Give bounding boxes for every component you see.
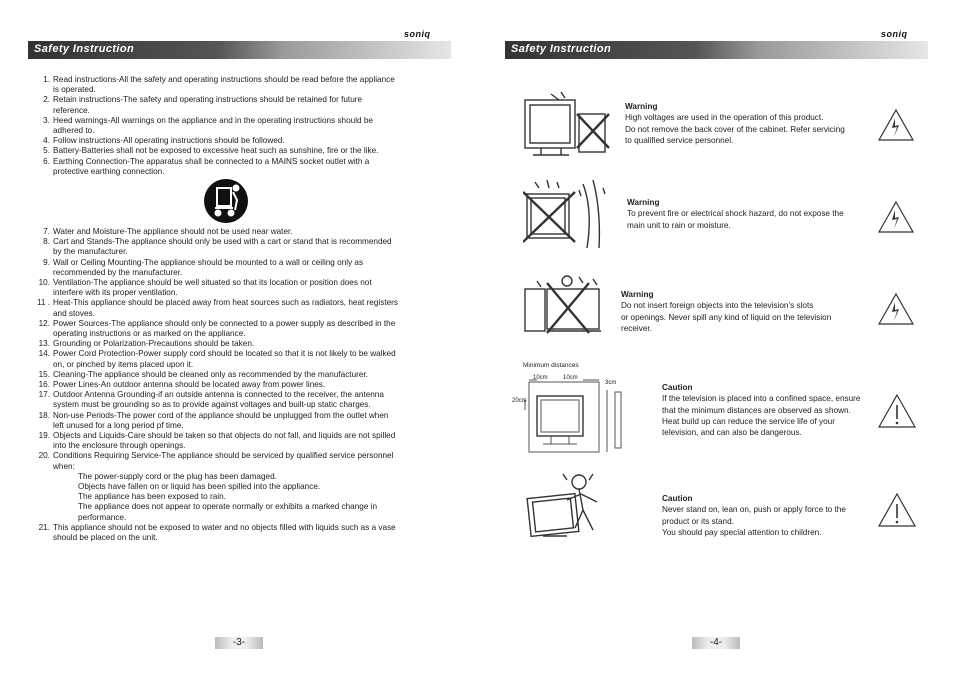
exclamation-warning-icon xyxy=(877,393,917,429)
list-item xyxy=(36,421,441,431)
item-number: 2. xyxy=(43,95,50,105)
list-item xyxy=(36,482,441,492)
list-item xyxy=(36,492,441,502)
item-number: 10. xyxy=(38,278,50,288)
caution-text: Never stand on, lean on, push or apply force to the xyxy=(662,505,846,515)
warning-text: receiver. xyxy=(621,323,652,333)
electric-shock-warning-icon xyxy=(877,200,915,234)
list-item xyxy=(36,298,441,308)
cart-warning-icon xyxy=(203,178,249,224)
list-item xyxy=(36,502,441,512)
item-number: 12. xyxy=(38,318,50,328)
list-item xyxy=(36,227,441,237)
item-number: 17. xyxy=(38,390,50,400)
list-item xyxy=(36,472,441,482)
item-text: Non-use Periods-The power cord of the appliance should be unplugged from the outlet when xyxy=(53,410,389,420)
warning-heading: Warning xyxy=(621,290,654,299)
electric-shock-warning-icon xyxy=(877,292,915,326)
warning-text: main unit to rain or moisture. xyxy=(627,220,731,230)
item-number: 19. xyxy=(38,431,50,441)
page-number: -4- xyxy=(692,637,740,649)
page-number: -3- xyxy=(215,637,263,649)
diagram-title: Minimum distances xyxy=(523,362,579,369)
list-item xyxy=(36,75,441,85)
list-item xyxy=(36,370,441,380)
caution-block-2 xyxy=(662,493,882,538)
item-number: 20. xyxy=(38,451,50,461)
electric-shock-warning-icon xyxy=(877,108,915,142)
item-number: 18. xyxy=(38,410,50,420)
list-item xyxy=(36,85,441,95)
item-text: Outdoor Antenna Grounding-if an outside antenna is connected to the receiver, the antenna xyxy=(53,390,384,400)
section-title: Safety Instruction xyxy=(511,43,612,55)
list-item xyxy=(36,319,441,329)
list-item xyxy=(36,451,441,461)
safety-list xyxy=(36,75,441,177)
distance-label: 20cm xyxy=(512,398,527,404)
caution-text: that the minimum distances are observed as shown. xyxy=(662,405,851,415)
warning-text: Do not insert foreign objects into the television’s slots xyxy=(621,301,814,311)
item-text: Grounding or Polarization-Precautions should be taken. xyxy=(53,339,255,349)
item-text: Cleaning-The appliance should be cleaned only as recommended by the manufacturer. xyxy=(53,369,368,379)
right-page xyxy=(477,0,954,677)
item-text: The appliance does not appear to operate normally or exhibits a marked change in xyxy=(78,502,378,512)
minimum-distances-diagram xyxy=(507,362,642,454)
caution-text: television, and can also be dangerous. xyxy=(662,428,802,438)
brand-logo: soniq xyxy=(881,29,908,39)
list-item xyxy=(36,106,441,116)
item-text: Earthing Connection-The apparatus shall be connected to a MAINS socket outlet with a xyxy=(53,156,370,166)
item-text: Water and Moisture-The appliance should not be used near water. xyxy=(53,227,293,236)
warning-text: High voltages are used in the operation of this product. xyxy=(625,113,824,123)
item-text: Conditions Requiring Service-The appliance should be serviced by qualified service personnel xyxy=(53,451,394,461)
item-number: 11 . xyxy=(36,298,50,308)
item-text: Cart and Stands-The appliance should only be used with a cart or stand that is recommended xyxy=(53,237,392,247)
warning-text: to qualified service personnel. xyxy=(625,135,734,145)
caution-text: If the television is placed into a confined space, ensure xyxy=(662,394,861,404)
list-item xyxy=(36,167,441,177)
caution-heading: Caution xyxy=(662,494,693,503)
warning-block-3 xyxy=(621,289,871,334)
item-text: operating instructions or as marked on the appliance. xyxy=(53,329,246,339)
item-text: protective earthing connection. xyxy=(53,166,165,176)
list-item xyxy=(36,157,441,167)
tv-foreign-objects-illustration xyxy=(523,273,609,337)
item-text: Wall or Ceiling Mounting-The appliance should be mounted to a wall or ceiling only as xyxy=(53,257,364,267)
item-number: 21. xyxy=(38,522,50,532)
warning-block-1 xyxy=(625,101,875,146)
item-text: should be placed on the unit. xyxy=(53,533,158,543)
list-item xyxy=(36,136,441,146)
caution-text: Heat build up can reduce the service life of your xyxy=(662,416,835,426)
item-text: adhered to. xyxy=(53,126,95,136)
list-item xyxy=(36,411,441,421)
warning-block-2 xyxy=(627,197,877,231)
item-text: Heed warnings-All warnings on the appliance and in the operating instructions should be xyxy=(53,115,373,125)
list-item xyxy=(36,441,441,451)
tv-back-cover-illustration xyxy=(521,92,611,160)
item-text: Battery-Batteries shall not be exposed to excessive heat such as sunshine, fire or the like. xyxy=(53,146,379,156)
item-text: Ventilation-The appliance should be well situated so that its location or position does not xyxy=(53,278,372,288)
item-text: left unused for a long period pf time. xyxy=(53,420,184,430)
list-item xyxy=(36,533,441,543)
item-text: into the enclosure through openings. xyxy=(53,441,186,451)
list-item xyxy=(36,268,441,278)
item-text: Power Lines-An outdoor antenna should be located away from power lines. xyxy=(53,380,326,390)
section-header xyxy=(28,41,451,59)
item-text: by the manufacturer. xyxy=(53,247,128,257)
child-leaning-tv-illustration xyxy=(523,470,615,544)
item-text: Retain instructions-The safety and operating instructions should be retained for future xyxy=(53,95,363,105)
item-number: 15. xyxy=(38,369,50,379)
distance-label: 10cm xyxy=(533,375,548,381)
list-item xyxy=(36,116,441,126)
list-item xyxy=(36,360,441,370)
item-text: Objects have fallen on or liquid has been spilled into the appliance. xyxy=(78,482,321,492)
exclamation-warning-icon xyxy=(877,492,917,528)
caution-text: product or its stand. xyxy=(662,516,734,526)
item-text: Objects and Liquids-Care should be taken so that objects do not fall, and liquids are not spilled xyxy=(53,431,396,441)
item-number: 4. xyxy=(43,136,50,146)
list-item xyxy=(36,339,441,349)
warning-text: or openings. Never spill any kind of liquid on the television xyxy=(621,312,832,322)
item-number: 14. xyxy=(38,349,50,359)
list-item xyxy=(36,126,441,136)
item-text: Power Cord Protection-Power supply cord should be located so that it is not likely to be walked xyxy=(53,349,396,359)
list-item xyxy=(36,258,441,268)
caution-text: You should pay special attention to children. xyxy=(662,527,822,537)
list-item xyxy=(36,329,441,339)
list-item xyxy=(36,247,441,257)
distance-label: 3cm xyxy=(605,380,617,386)
safety-list-continued xyxy=(36,227,441,543)
item-text: Follow instructions-All operating instructions should be followed. xyxy=(53,136,285,146)
item-number: 3. xyxy=(43,115,50,125)
list-item xyxy=(36,288,441,298)
section-header xyxy=(505,41,928,59)
list-item xyxy=(36,390,441,400)
brand-logo: soniq xyxy=(404,29,431,39)
list-item xyxy=(36,462,441,472)
item-text: Heat-This appliance should be placed away from heat sources such as radiators, heat registers xyxy=(53,298,398,308)
item-number: 7. xyxy=(43,227,50,236)
list-item xyxy=(36,380,441,390)
list-item xyxy=(36,400,441,410)
item-number: 13. xyxy=(38,339,50,349)
list-item xyxy=(36,431,441,441)
item-number: 6. xyxy=(43,156,50,166)
distance-drawing xyxy=(507,370,642,454)
item-number: 1. xyxy=(43,75,50,84)
warning-heading: Warning xyxy=(625,102,658,111)
item-text: Power Sources-The appliance should only be connected to a power supply as described in the xyxy=(53,318,396,328)
item-text: recommended by the manufacturer. xyxy=(53,267,183,277)
item-text: Read instructions-All the safety and operating instructions should be read before the appliance xyxy=(53,75,395,84)
item-text: and stoves. xyxy=(53,308,95,318)
list-item xyxy=(36,146,441,156)
list-item xyxy=(36,349,441,359)
list-item xyxy=(36,278,441,288)
item-text: reference. xyxy=(53,105,90,115)
tv-rain-illustration xyxy=(523,180,609,250)
list-item xyxy=(36,95,441,105)
warning-text: Do not remove the back cover of the cabinet. Refer servicing xyxy=(625,124,845,134)
item-text: The appliance has been exposed to rain. xyxy=(78,492,226,502)
item-number: 5. xyxy=(43,146,50,156)
item-text: on, or pinched by items placed upon it. xyxy=(53,359,194,369)
list-item xyxy=(36,309,441,319)
item-number: 16. xyxy=(38,380,50,390)
item-text: interfere with its proper ventilation. xyxy=(53,288,178,298)
list-item xyxy=(36,513,441,523)
section-title: Safety Instruction xyxy=(34,43,135,55)
item-text: system must be grounding so as to provide against voltages and built-up static charges. xyxy=(53,400,371,410)
item-text: performance. xyxy=(78,512,127,522)
item-number: 9. xyxy=(43,257,50,267)
caution-heading: Caution xyxy=(662,383,693,392)
list-item xyxy=(36,237,441,247)
item-text: The power-supply cord or the plug has been damaged. xyxy=(78,471,277,481)
item-text: This appliance should not be exposed to water and no objects filled with liquids such as a vase xyxy=(53,522,396,532)
item-text: is operated. xyxy=(53,85,96,95)
item-number: 8. xyxy=(43,237,50,247)
item-text: when: xyxy=(53,461,75,471)
warning-heading: Warning xyxy=(627,198,660,207)
list-item xyxy=(36,523,441,533)
caution-block-1 xyxy=(662,382,882,438)
warning-text: To prevent fire or electrical shock hazard, do not expose the xyxy=(627,209,844,219)
distance-label: 10cm xyxy=(563,375,578,381)
